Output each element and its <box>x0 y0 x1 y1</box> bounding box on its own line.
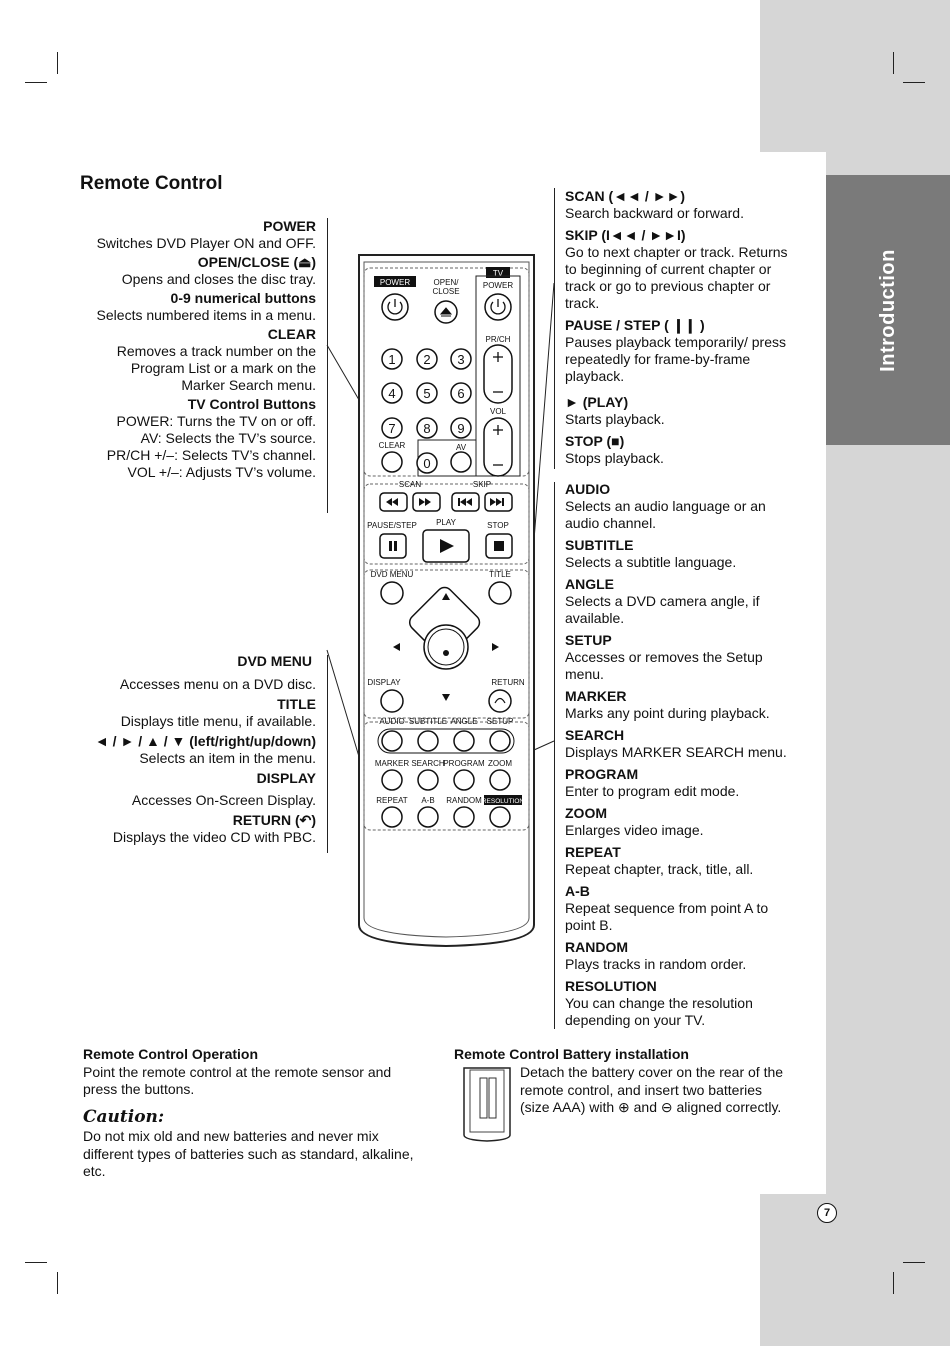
remote-label: PROGRAM <box>443 759 485 768</box>
list-item: POWER Switches DVD Player ON and OFF. <box>96 218 316 251</box>
digit-label: 9 <box>457 421 465 436</box>
list-item: STOP (■) Stops playback. <box>565 433 664 466</box>
list-item: DISPLAY Accesses On-Screen Display. <box>131 770 316 808</box>
remote-label: AUDIO <box>379 717 405 726</box>
digit-label: 7 <box>388 421 396 436</box>
digit-label: 5 <box>423 386 431 401</box>
title-button <box>489 582 511 604</box>
list-item: SETUP Accesses or removes the Setup menu. <box>565 632 763 682</box>
list-item: ► (PLAY) Starts playback. <box>565 394 665 427</box>
list-item: CLEAR Removes a track number on the Program List or a mark on the Marker Search menu. <box>116 326 316 393</box>
list-item: DVD MENU Accesses menu on a DVD disc. <box>119 653 316 692</box>
list-item: ZOOM Enlarges video image. <box>565 805 704 838</box>
subtitle-button <box>418 731 438 751</box>
remote-label: ZOOM <box>488 759 512 768</box>
remote-label: TITLE <box>489 570 511 579</box>
audio-button <box>382 731 402 751</box>
remote-label: CLEAR <box>378 441 406 450</box>
remote-label: TV <box>492 269 504 278</box>
remote-label: SETUP <box>486 717 514 726</box>
battery-text-block <box>520 1064 810 1117</box>
remote-label: CLOSE <box>432 287 460 296</box>
clear-button <box>382 452 402 472</box>
section-text: Point the remote control at the remote sensor and press the buttons. <box>83 1063 392 1097</box>
list-item: 0-9 numerical buttons Selects numbered items in a menu. <box>96 290 316 323</box>
digit-label: 2 <box>423 352 431 367</box>
remote-label: SKIP <box>472 480 492 489</box>
remote-label: OPEN/ <box>433 278 459 287</box>
list-item: SKIP (I◄◄ / ►►I) Go to next chapter or track. Returns to beginning of current chapter or track or go to previous chapter or track. <box>565 227 788 311</box>
digit-label: 8 <box>423 421 431 436</box>
list-item: SEARCH Displays MARKER SEARCH menu. <box>565 727 787 760</box>
repeat-button <box>382 807 402 827</box>
digit-label: 3 <box>457 352 465 367</box>
list-item: RETURN (↶) Displays the video CD with PBC. <box>112 812 316 845</box>
section-tab-label: Introduction <box>876 248 899 372</box>
enter-button <box>424 625 468 669</box>
remote-label: AV <box>455 443 467 452</box>
list-item: ANGLE Selects a DVD camera angle, if available. <box>565 576 760 626</box>
digit-label: 1 <box>388 352 396 367</box>
page-title: Remote Control <box>80 173 223 194</box>
random-button <box>454 807 474 827</box>
remote-label: RESOLUTION <box>481 798 525 805</box>
list-item: OPEN/CLOSE (⏏) Opens and closes the disc tray. <box>121 254 316 287</box>
av-button <box>451 452 471 472</box>
digit-label: 4 <box>388 386 396 401</box>
list-item: TV Control Buttons POWER: Turns the TV on or off. AV: Selects the TV’s source. PR/CH +/–: Selects TV’s channel. VOL +/–: Adjusts TV’s volume. <box>106 396 316 480</box>
battery-heading-block <box>454 1046 804 1064</box>
digit-label: 0 <box>423 456 431 471</box>
section-heading: Remote Control Battery installation <box>454 1046 689 1062</box>
marker-button <box>382 770 402 790</box>
list-item: RANDOM Plays tracks in random order. <box>565 939 747 972</box>
list-item: RESOLUTION You can change the resolution depending on your TV. <box>565 978 753 1028</box>
remote-label: SUBTITLE <box>408 717 448 726</box>
program-button <box>454 770 474 790</box>
list-item: PAUSE / STEP ( ❙❙ ) Pauses playback temporarily/ press repeatedly for frame-by-frame playback. <box>565 317 786 384</box>
remote-label: POWER <box>379 278 411 287</box>
remote-label: PR/CH <box>485 335 511 344</box>
battery-illustration <box>464 1068 510 1141</box>
digit-label: 6 <box>457 386 465 401</box>
remote-label: SCAN <box>398 480 422 489</box>
angle-button <box>454 731 474 751</box>
caution-heading: Caution: <box>83 1106 165 1127</box>
remote-label: ANGLE <box>450 717 478 726</box>
remote-label: SEARCH <box>411 759 445 768</box>
remote-label: STOP <box>487 521 509 530</box>
remote-label: A-B <box>421 796 435 805</box>
display-button <box>381 690 403 712</box>
return-button <box>489 690 511 712</box>
page-number: 7 <box>817 1203 837 1223</box>
list-item: TITLE Displays title menu, if available. <box>120 696 316 729</box>
setup-button <box>490 731 510 751</box>
remote-label: REPEAT <box>376 796 408 805</box>
list-item: SUBTITLE Selects a subtitle language. <box>565 537 737 570</box>
remote-label: RANDOM <box>446 796 482 805</box>
remote-label: RETURN <box>491 678 525 687</box>
ab-button <box>418 807 438 827</box>
list-item: SCAN (◄◄ / ►►) Search backward or forward. <box>565 188 744 221</box>
remote-label: VOL <box>489 407 507 416</box>
list-item: PROGRAM Enter to program edit mode. <box>565 766 740 799</box>
dvd-menu-button <box>381 582 403 604</box>
remote-operation-section <box>83 1046 433 1181</box>
resolution-button <box>490 807 510 827</box>
list-item: AUDIO Selects an audio language or an audio channel. <box>565 481 766 531</box>
remote-label: PLAY <box>436 518 456 527</box>
remote-label: PAUSE/STEP <box>367 521 417 530</box>
zoom-button <box>490 770 510 790</box>
caution-text: Do not mix old and new batteries and never mix different types of batteries such as standard, alkaline, etc. <box>83 1128 414 1179</box>
list-item: ◄ / ► / ▲ / ▼ (left/right/up/down) Selects an item in the menu. <box>94 733 316 766</box>
list-item: MARKER Marks any point during playback. <box>565 688 770 721</box>
pause-button <box>380 534 406 558</box>
remote-label: DVD MENU <box>370 570 414 579</box>
remote-label: POWER <box>482 281 514 290</box>
section-text: Detach the battery cover on the rear of the remote control, and insert two batteries (size AAA) with ⊕ and ⊖ aligned correctly. <box>520 1064 784 1115</box>
search-button <box>418 770 438 790</box>
section-heading: Remote Control Operation <box>83 1046 259 1062</box>
list-item: A-B Repeat sequence from point A to point B. <box>565 883 769 933</box>
list-item: REPEAT Repeat chapter, track, title, all. <box>565 844 754 877</box>
remote-label: DISPLAY <box>367 678 401 687</box>
remote-label: MARKER <box>374 759 410 768</box>
